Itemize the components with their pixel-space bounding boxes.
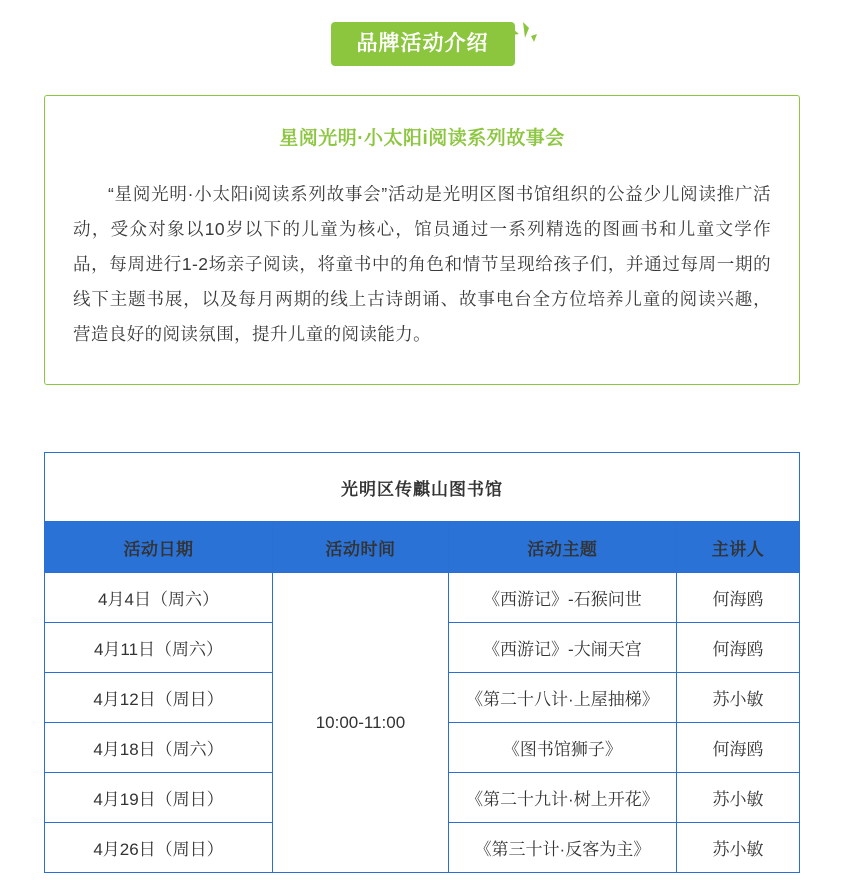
cell-date: 4月19日（周日） — [45, 773, 273, 823]
schedule-table — [44, 452, 800, 873]
section-badge: 品牌活动介绍 — [331, 22, 515, 66]
intro-title: 星阅光明·小太阳i阅读系列故事会 — [279, 128, 565, 149]
cell-speaker: 何海鸥 — [676, 573, 799, 623]
table-header-row — [45, 522, 800, 573]
cell-speaker: 苏小敏 — [676, 673, 799, 723]
header-area — [0, 0, 845, 90]
cell-date: 4月26日（周日） — [45, 823, 273, 873]
column-header-topic: 活动主题 — [448, 522, 676, 573]
cell-time-merged: 10:00-11:00 — [273, 573, 449, 873]
cell-speaker: 何海鸥 — [676, 623, 799, 673]
column-header-time: 活动时间 — [273, 522, 449, 573]
column-header-date: 活动日期 — [45, 522, 273, 573]
column-header-speaker: 主讲人 — [676, 522, 799, 573]
badge-container — [0, 22, 845, 66]
intro-paragraph: “星阅光明·小太阳i阅读系列故事会”活动是光明区图书馆组织的公益少儿阅读推广活动，受众对象以10岁以下的儿童为核心，馆员通过一系列精选的图画书和儿童文学作品，每周进行1-2场亲子阅读，将童书中的角色和情节呈现给孩子们，并通过每周一期的线下主题书展，以及每月两期的线上古诗朗诵、故事电台全方位培养儿童的阅读兴趣，营造良好的阅读氛围，提升儿童的阅读能力。 — [73, 183, 771, 344]
cell-date: 4月12日（周日） — [45, 673, 273, 723]
cell-date: 4月18日（周六） — [45, 723, 273, 773]
cell-topic: 《西游记》-石猴问世 — [448, 573, 676, 623]
cell-topic: 《第二十八计·上屋抽梯》 — [448, 673, 676, 723]
schedule-table-container — [44, 452, 800, 873]
cell-topic: 《图书馆狮子》 — [448, 723, 676, 773]
cell-topic: 《第二十九计·树上开花》 — [448, 773, 676, 823]
cell-date: 4月11日（周六） — [45, 623, 273, 673]
cell-topic: 《西游记》-大闹天宫 — [448, 623, 676, 673]
table-title: 光明区传麒山图书馆 — [45, 453, 800, 522]
table-title-row — [45, 453, 800, 522]
intro-box — [44, 95, 800, 385]
cell-speaker: 苏小敏 — [676, 773, 799, 823]
cell-speaker: 何海鸥 — [676, 723, 799, 773]
cell-topic: 《第三十计·反客为主》 — [448, 823, 676, 873]
table-row — [45, 573, 800, 623]
cell-speaker: 苏小敏 — [676, 823, 799, 873]
cell-date: 4月4日（周六） — [45, 573, 273, 623]
